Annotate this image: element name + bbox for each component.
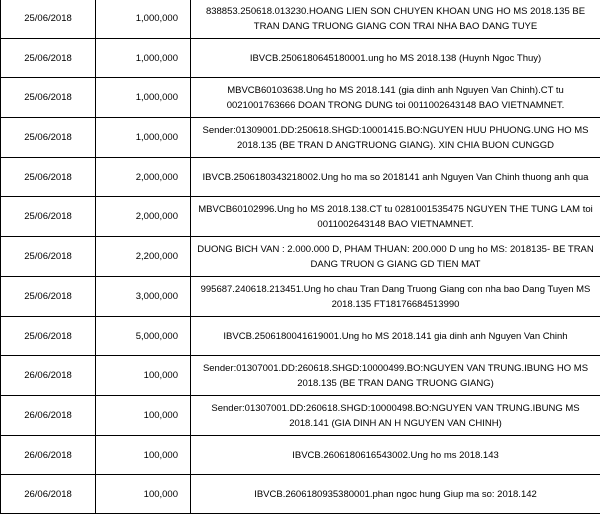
table-row	[1, 396, 600, 436]
transaction-description: Sender:01309001.DD:250618.SHGD:10001415.BO:NGUYEN HUU PHUONG.UNG HO MS 2018.135 (BE TRAN D ANGTRUONG GIANG). XIN CHIA BUON CUNGGD	[191, 118, 600, 158]
transaction-date: 25/06/2018	[1, 78, 96, 118]
transaction-date: 26/06/2018	[1, 356, 96, 396]
transaction-date: 25/06/2018	[1, 39, 96, 78]
table-row	[1, 118, 600, 158]
transaction-amount: 100,000	[96, 356, 191, 396]
table-row	[1, 277, 600, 317]
transaction-date: 26/06/2018	[1, 436, 96, 475]
transaction-date: 25/06/2018	[1, 118, 96, 158]
transaction-description: IBVCB.2606180616543002.Ung ho ms 2018.143	[191, 436, 600, 475]
transaction-date: 25/06/2018	[1, 317, 96, 356]
transaction-amount: 2,000,000	[96, 158, 191, 197]
ledger-body	[1, 0, 600, 514]
table-row	[1, 356, 600, 396]
transaction-amount: 5,000,000	[96, 317, 191, 356]
transaction-date: 26/06/2018	[1, 475, 96, 514]
transaction-description: Sender:01307001.DD:260618.SHGD:10000498.BO:NGUYEN VAN TRUNG.IBUNG MS 2018.141 (GIA DINH AN H NGUYEN VAN CHINH)	[191, 396, 600, 436]
transaction-amount: 1,000,000	[96, 39, 191, 78]
transaction-date: 25/06/2018	[1, 0, 96, 39]
table-row	[1, 436, 600, 475]
transaction-amount: 3,000,000	[96, 277, 191, 317]
transaction-amount: 100,000	[96, 475, 191, 514]
transaction-description: 838853.250618.013230.HOANG LIEN SON CHUYEN KHOAN UNG HO MS 2018.135 BE TRAN DANG TRUONG GIANG CON TRAI NHA BAO DANG TUYE	[191, 0, 600, 39]
transaction-amount: 1,000,000	[96, 78, 191, 118]
transaction-description: IBVCB.2506180041619001.Ung ho MS 2018.141 gia dinh anh Nguyen Van Chinh	[191, 317, 600, 356]
transaction-description: MBVCB60103638.Ung ho MS 2018.141 (gia dinh anh Nguyen Van Chinh).CT tu 0021001763666 DOAN TRONG DUNG toi 0011002643148 BAO VIETNAMNET.	[191, 78, 600, 118]
transaction-amount: 1,000,000	[96, 0, 191, 39]
table-row	[1, 237, 600, 277]
transaction-amount: 100,000	[96, 396, 191, 436]
transaction-description: IBVCB.2606180935380001.phan ngoc hung Giup ma so: 2018.142	[191, 475, 600, 514]
transaction-description: Sender:01307001.DD:260618.SHGD:10000499.BO:NGUYEN VAN TRUNG.IBUNG HO MS 2018.135 (BE TRAN DANG TRUONG GIANG)	[191, 356, 600, 396]
table-row	[1, 197, 600, 237]
transaction-date: 25/06/2018	[1, 277, 96, 317]
transaction-date: 25/06/2018	[1, 158, 96, 197]
table-row	[1, 158, 600, 197]
transaction-amount: 2,000,000	[96, 197, 191, 237]
transaction-description: MBVCB60102996.Ung ho MS 2018.138.CT tu 0281001535475 NGUYEN THE TUNG LAM toi 0011002643148 BAO VIETNAMNET.	[191, 197, 600, 237]
transaction-date: 25/06/2018	[1, 237, 96, 277]
table-row	[1, 0, 600, 39]
transaction-amount: 1,000,000	[96, 118, 191, 158]
transaction-description: IBVCB.2506180343218002.Ung ho ma so 2018141 anh Nguyen Van Chinh thuong anh qua	[191, 158, 600, 197]
transaction-date: 26/06/2018	[1, 396, 96, 436]
transaction-description: 995687.240618.213451.Ung ho chau Tran Dang Truong Giang con nha bao Dang Tuyen MS 2018.135 FT18176684513990	[191, 277, 600, 317]
transaction-description: IBVCB.2506180645180001.ung ho MS 2018.138 (Huynh Ngoc Thuy)	[191, 39, 600, 78]
table-row	[1, 39, 600, 78]
table-row	[1, 475, 600, 514]
table-row	[1, 317, 600, 356]
transaction-amount: 2,200,000	[96, 237, 191, 277]
transaction-description: DUONG BICH VAN : 2.000.000 D, PHAM THUAN: 200.000 D ung ho MS: 2018135- BE TRAN DANG TRUON G GIANG GD TIEN MAT	[191, 237, 600, 277]
transaction-amount: 100,000	[96, 436, 191, 475]
table-row	[1, 78, 600, 118]
transaction-date: 25/06/2018	[1, 197, 96, 237]
